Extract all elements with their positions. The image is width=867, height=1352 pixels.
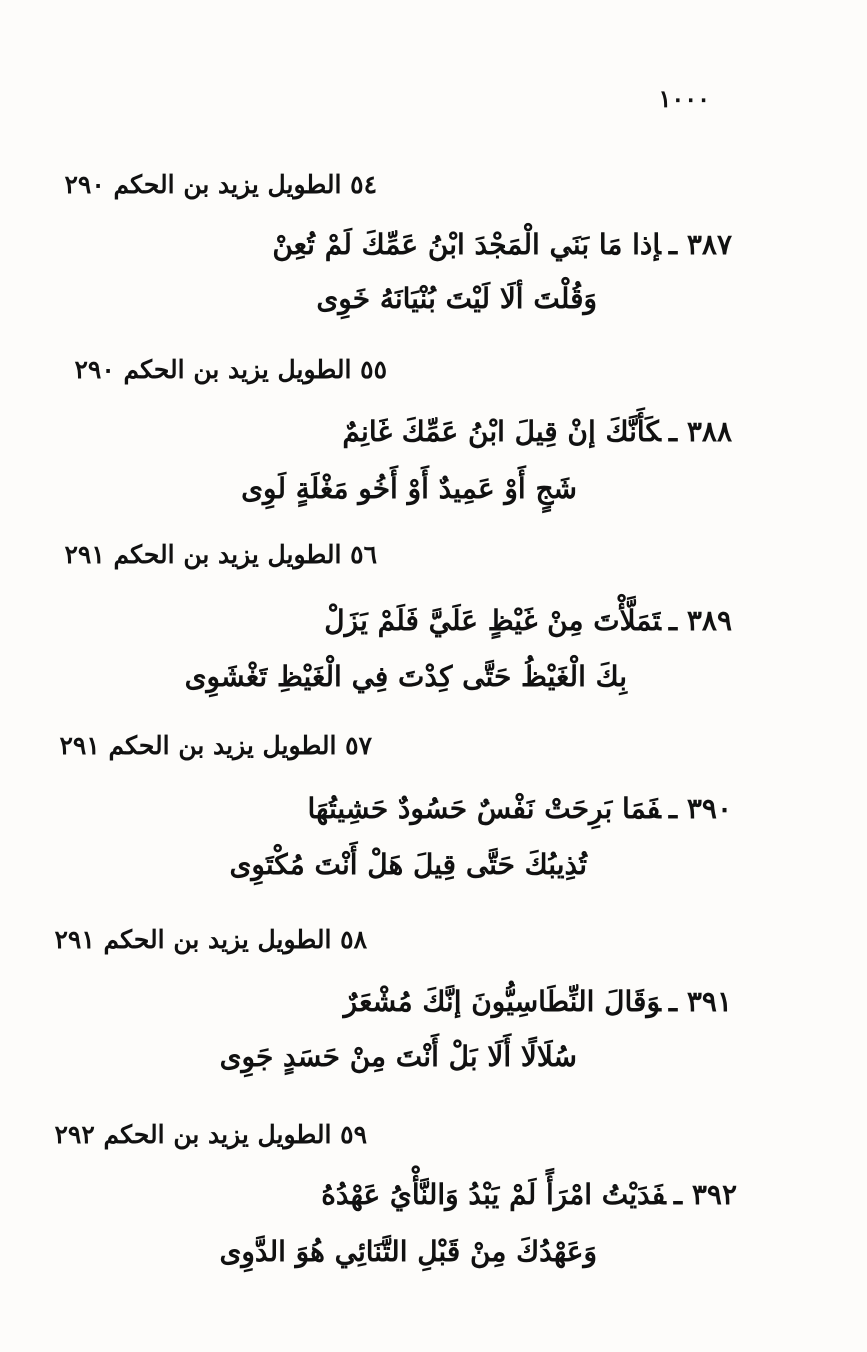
verse-number: ٣٩٢ ـ [673, 1178, 737, 1211]
verse-line-first [272, 228, 732, 261]
verse-text: فَدَيْتُ امْرَأً لَمْ يَبْدُ وَالنَّأْيُ عَهْدُهُ [321, 1178, 666, 1211]
verse-number: ٣٨٩ ـ [668, 604, 732, 637]
verse-text: إذا مَا بَنَي الْمَجْدَ ابْنُ عَمِّكَ لَمْ تُعِنْ [272, 228, 661, 261]
verse-text: تَمَلَّأْتَ مِنْ غَيْظٍ عَلَيَّ فَلَمْ يَزَلْ [324, 604, 661, 637]
verse-number: ٣٨٧ ـ [668, 228, 732, 261]
verse-number: ٣٩٠ ـ [668, 792, 732, 825]
entry-header: ٥٧ الطويل يزيد بن الحكم ٢٩١ [59, 731, 372, 760]
verse-line-second: سُلَالًا أَلَا بَلْ أَنْتَ مِنْ حَسَدٍ جَوِى [219, 1040, 577, 1073]
entry-header: ٥٩ الطويل يزيد بن الحكم ٢٩٢ [54, 1120, 367, 1149]
verse-text: وَقَالَ النِّطَاسِيُّونَ إنَّكَ مُشْعَرٌ [343, 985, 661, 1018]
verse-line-first [342, 415, 732, 448]
verse-line-second: بِكَ الْغَيْظُ حَتَّى كِدْتَ فِي الْغَيْظِ تَغْشَوِى [184, 660, 627, 693]
verse-number: ٣٩١ ـ [668, 985, 732, 1018]
entry-header: ٥٥ الطويل يزيد بن الحكم ٢٩٠ [74, 355, 387, 384]
verse-line-first [344, 985, 732, 1018]
verse-line-first [324, 604, 732, 637]
verse-number: ٣٨٨ ـ [668, 415, 732, 448]
verse-line-first [308, 792, 733, 825]
entry-header: ٥٤ الطويل يزيد بن الحكم ٢٩٠ [64, 170, 377, 199]
verse-text: كَأَنَّكَ إنْ قِيلَ ابْنُ عَمِّكَ غَانِمٌ [342, 415, 661, 448]
verse-line-second: شَجٍ أَوْ عَمِيدٌ أَوْ أَخُو مَغْلَةٍ لَوِى [241, 472, 577, 505]
verse-line-first [321, 1178, 737, 1211]
verse-text: فَمَا بَرِحَتْ نَفْسٌ حَسُودٌ حَشِيتُهَا [307, 792, 661, 825]
entry-header: ٥٨ الطويل يزيد بن الحكم ٢٩١ [54, 925, 367, 954]
page-number: ١٠٠٠ [658, 84, 710, 113]
verse-line-second: وَعَهْدُكَ مِنْ قَبْلِ التَّنَائِي هُوَ الدَّوِى [219, 1235, 597, 1268]
verse-line-second: وَقُلْتَ ألَا لَيْتَ بُنْيَانَهُ خَوِى [316, 282, 597, 315]
entry-header: ٥٦ الطويل يزيد بن الحكم ٢٩١ [64, 540, 377, 569]
verse-line-second: تُذِيبُكَ حَتَّى قِيلَ هَلْ أَنْتَ مُكْتَوِى [229, 848, 587, 881]
